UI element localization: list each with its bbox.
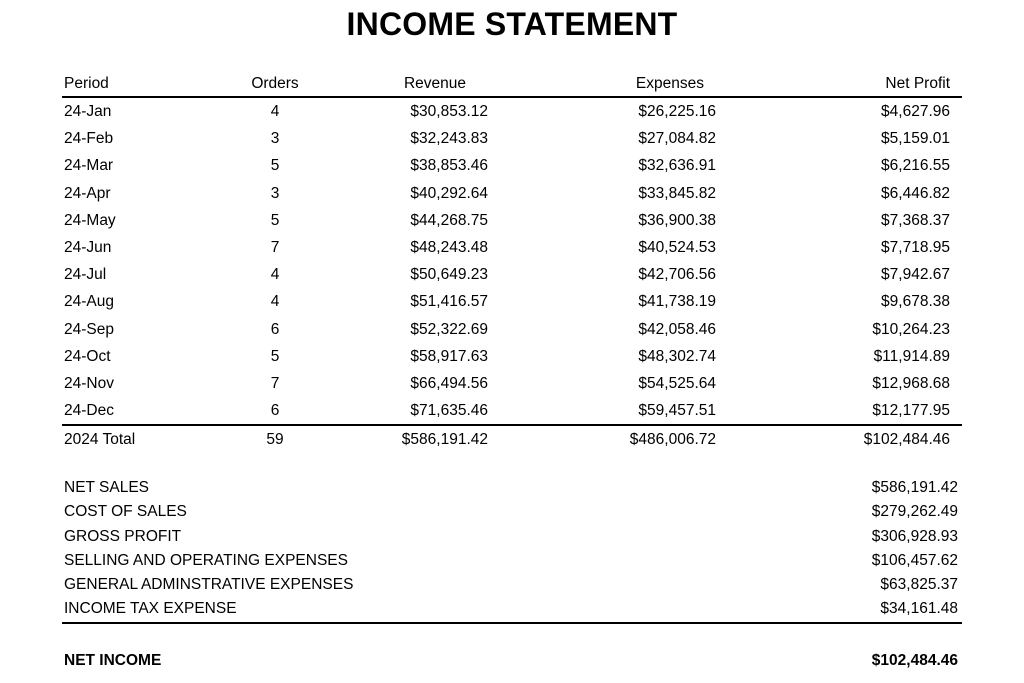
summary-value: $63,825.37 <box>880 576 958 594</box>
cell-net-profit: $12,177.95 <box>872 402 950 420</box>
total-row <box>62 426 962 453</box>
cell-orders: 3 <box>270 130 280 148</box>
table-row <box>62 125 962 152</box>
summary-label: SELLING AND OPERATING EXPENSES <box>64 551 348 569</box>
cell-orders: 7 <box>270 238 280 256</box>
cell-period: 24-Jun <box>64 238 112 256</box>
summary-value: $34,161.48 <box>880 600 958 618</box>
table-row <box>62 343 962 370</box>
cell-expenses: $54,525.64 <box>638 374 716 392</box>
net-income-row <box>62 648 962 674</box>
cell-net-profit: $11,914.89 <box>873 347 950 365</box>
header-orders: Orders <box>251 75 299 92</box>
cell-orders: 4 <box>270 293 280 311</box>
summary-label: INCOME TAX EXPENSE <box>64 600 237 618</box>
cell-revenue: $38,853.46 <box>410 157 488 175</box>
cell-revenue: $48,243.48 <box>410 238 488 256</box>
cell-revenue: $71,635.46 <box>410 402 488 420</box>
cell-orders: 6 <box>270 402 280 420</box>
cell-expenses: $26,225.16 <box>638 103 716 120</box>
cell-expenses: $32,636.91 <box>638 157 716 175</box>
summary-value: $586,191.42 <box>871 479 958 496</box>
cell-net-profit: $6,216.55 <box>881 157 950 175</box>
monthly-table <box>62 72 962 453</box>
cell-period: 24-Jul <box>64 266 107 284</box>
cell-period: 24-Oct <box>64 347 111 365</box>
cell-expenses: $41,738.19 <box>638 293 716 311</box>
summary-value: $279,262.49 <box>871 503 958 521</box>
total-period: 2024 Total <box>64 431 136 449</box>
cell-revenue: $58,917.63 <box>410 347 488 365</box>
header-period: Period <box>64 75 109 92</box>
cell-revenue: $44,268.75 <box>410 211 488 229</box>
cell-net-profit: $10,264.23 <box>872 320 950 338</box>
summary-row <box>62 500 962 524</box>
cell-net-profit: $7,942.67 <box>881 266 950 284</box>
summary-label: GENERAL ADMINSTRATIVE EXPENSES <box>64 576 354 594</box>
cell-expenses: $27,084.82 <box>638 130 716 148</box>
cell-period: 24-Nov <box>64 374 114 392</box>
cell-period: 24-Feb <box>64 130 114 148</box>
cell-revenue: $40,292.64 <box>410 184 488 202</box>
cell-orders: 7 <box>270 374 280 392</box>
table-row <box>62 397 962 426</box>
cell-net-profit: $7,368.37 <box>881 211 950 229</box>
cell-net-profit: $4,627.96 <box>881 103 950 120</box>
summary-label: COST OF SALES <box>64 503 187 521</box>
total-expenses: $486,006.72 <box>629 431 716 449</box>
table-row <box>62 207 962 234</box>
cell-period: 24-May <box>64 211 116 229</box>
net-income-label: NET INCOME <box>64 652 162 669</box>
cell-period: 24-Aug <box>64 293 114 311</box>
summary-row <box>62 476 962 500</box>
table-row <box>62 316 962 343</box>
cell-expenses: $48,302.74 <box>638 347 716 365</box>
cell-orders: 4 <box>270 266 280 284</box>
cell-orders: 6 <box>270 320 280 338</box>
cell-orders: 5 <box>270 347 280 365</box>
cell-revenue: $32,243.83 <box>410 130 488 148</box>
cell-expenses: $36,900.38 <box>638 211 716 229</box>
cell-period: 24-Apr <box>64 184 111 202</box>
table-row <box>62 234 962 261</box>
total-net-profit: $102,484.46 <box>863 431 950 449</box>
cell-net-profit: $5,159.01 <box>881 130 950 148</box>
header-expenses: Expenses <box>635 75 704 92</box>
cell-expenses: $33,845.82 <box>638 184 716 202</box>
cell-period: 24-Sep <box>64 320 114 338</box>
header-revenue: Revenue <box>403 75 466 92</box>
summary-section <box>62 476 962 624</box>
cell-revenue: $52,322.69 <box>410 320 488 338</box>
cell-expenses: $59,457.51 <box>638 402 716 420</box>
summary-row <box>62 597 962 623</box>
cell-revenue: $50,649.23 <box>410 266 488 284</box>
table-header <box>62 72 962 98</box>
cell-net-profit: $9,678.38 <box>881 293 950 311</box>
page-title: INCOME STATEMENT <box>346 6 678 42</box>
cell-orders: 5 <box>270 157 280 175</box>
cell-expenses: $42,058.46 <box>638 320 716 338</box>
table-row <box>62 370 962 397</box>
cell-orders: 3 <box>270 184 280 202</box>
total-orders: 59 <box>266 431 284 449</box>
cell-period: 24-Mar <box>64 157 114 175</box>
table-row <box>62 180 962 207</box>
table-row <box>62 98 962 125</box>
cell-revenue: $51,416.57 <box>410 293 488 311</box>
summary-row <box>62 549 962 573</box>
table-row <box>62 261 962 288</box>
cell-expenses: $42,706.56 <box>638 266 716 284</box>
summary-value: $106,457.62 <box>871 551 958 569</box>
total-revenue: $586,191.42 <box>401 431 488 449</box>
net-income-value: $102,484.46 <box>871 652 958 669</box>
cell-net-profit: $7,718.95 <box>881 238 950 256</box>
cell-orders: 5 <box>270 211 280 229</box>
summary-label: NET SALES <box>64 479 150 496</box>
summary-row <box>62 525 962 549</box>
cell-period: 24-Dec <box>64 402 114 420</box>
table-row <box>62 152 962 179</box>
cell-revenue: $66,494.56 <box>410 374 488 392</box>
summary-label: GROSS PROFIT <box>64 527 182 545</box>
table-row <box>62 288 962 315</box>
cell-orders: 4 <box>270 103 280 120</box>
cell-period: 24-Jan <box>64 103 112 120</box>
header-net-profit: Net Profit <box>885 75 950 92</box>
cell-expenses: $40,524.53 <box>638 238 716 256</box>
summary-row <box>62 573 962 597</box>
summary-value: $306,928.93 <box>871 527 958 545</box>
cell-net-profit: $6,446.82 <box>881 184 950 202</box>
cell-net-profit: $12,968.68 <box>872 374 950 392</box>
cell-revenue: $30,853.12 <box>410 103 488 120</box>
